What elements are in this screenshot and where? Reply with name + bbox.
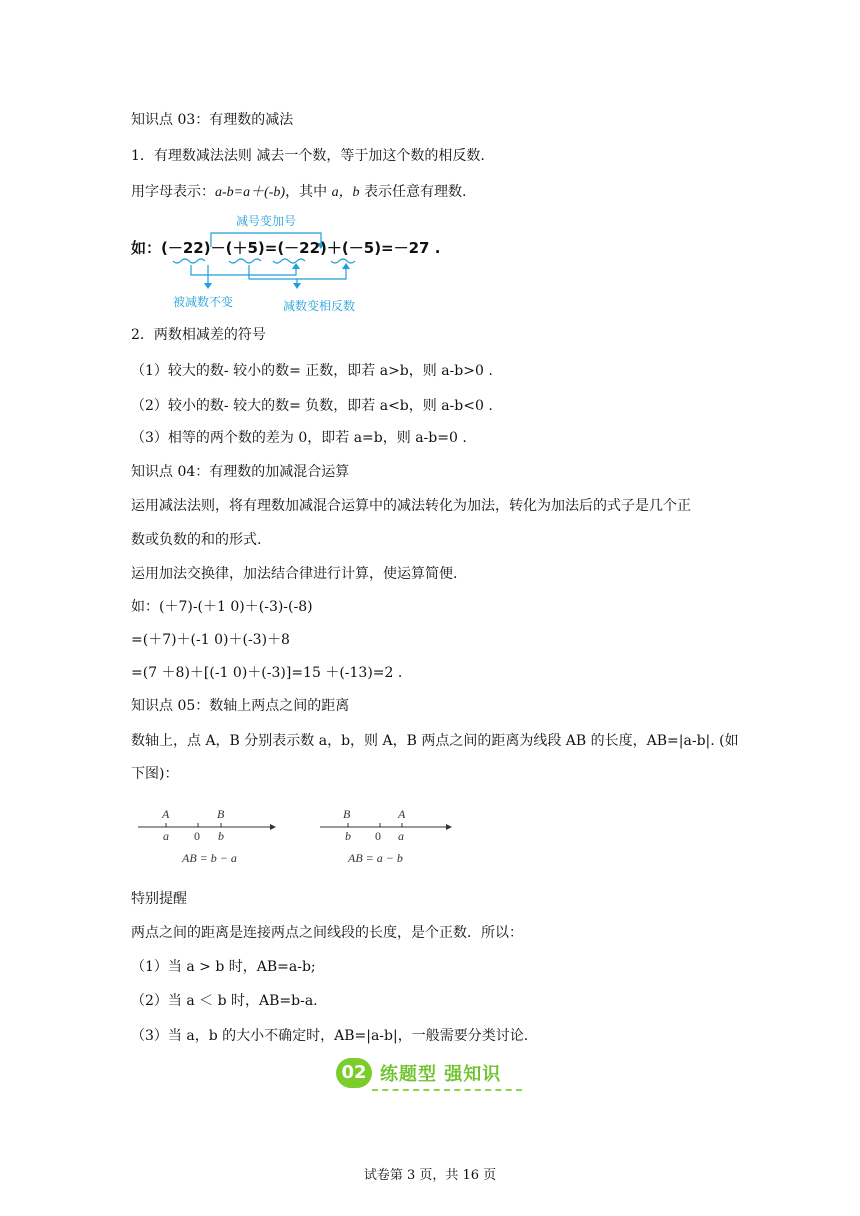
kp03-title: 知识点 03：有理数的减法 (131, 112, 294, 128)
letters-formula: a-b=a＋(-b) (215, 185, 286, 200)
remind-title: 特别提醒 (131, 891, 187, 907)
page-footer: 试卷第 3 页，共 16 页 (363, 1168, 497, 1183)
axis2-point-a-label: A (398, 807, 406, 821)
axis2-value-a: a (398, 829, 404, 843)
axis1-value-b: b (218, 829, 224, 843)
kp05-paragraph-1: 数轴上，点 A，B 分别表示数 a，b，则 A，B 两点之间的距离为线段 AB 的长度，AB=|a-b|. (如 (131, 733, 739, 749)
subtraction-example-diagram (131, 214, 441, 325)
letters-mid: ，其中 (285, 184, 332, 200)
number-line-1 (136, 805, 276, 869)
kp03-rule: 1．有理数减法法则 减去一个数，等于加这个数的相反数. (131, 148, 485, 164)
kp04-paragraph-1b: 数或负数的和的形式. (131, 532, 262, 548)
kp04-paragraph-1a: 运用减法法则，将有理数加减混合运算中的减法转化为加法，转化为加法后的式子是几个正 (131, 498, 691, 514)
remind-item-3: （3）当 a，b 的大小不确定时，AB=|a-b|，一般需要分类讨论. (131, 1028, 529, 1044)
number-line-2 (318, 805, 458, 869)
calc-line-1: 如：(＋7)-(＋1 0)＋(-3)-(-8) (131, 599, 313, 615)
sign-item-1: （1）较大的数- 较小的数= 正数，即若 a>b，则 a-b>0 . (131, 363, 493, 379)
sign-item-2: （2）较小的数- 较大的数= 负数，即若 a<b，则 a-b<0 . (131, 398, 493, 414)
kp04-title: 知识点 04：有理数的加减混合运算 (131, 464, 350, 480)
example-formula: (－22)－(＋5)=(－22)＋(－5)=－27 . (161, 239, 441, 257)
badge-underline (372, 1089, 522, 1091)
letters-vars: a，b (331, 185, 360, 200)
kp03-letters (131, 182, 466, 203)
top-annotation: 减号变加号 (236, 214, 297, 228)
sign-item-3: （3）相等的两个数的差为 0，即若 a=b，则 a-b=0 . (131, 430, 467, 446)
right-annotation: 减数变相反数 (283, 299, 356, 313)
left-annotation: 被减数不变 (173, 295, 234, 309)
axis2-value-b: b (345, 829, 351, 843)
sign-title: 2．两数相减差的符号 (131, 327, 266, 343)
letters-suffix: 表示任意有理数. (359, 184, 467, 200)
example-prefix: 如： (131, 239, 162, 257)
remind-item-1: （1）当 a > b 时，AB=a-b; (131, 959, 316, 975)
axis2-point-b-label: B (343, 807, 351, 821)
axis2-formula: AB = a − b (348, 851, 403, 865)
badge-number: 02 (336, 1058, 372, 1088)
badge-title: 练题型 强知识 (380, 1064, 502, 1085)
axis1-point-a-label: A (162, 807, 170, 821)
calc-line-3: =(7 ＋8)＋[(-1 0)＋(-3)]=15 ＋(-13)=2 . (131, 665, 403, 681)
axis1-zero: 0 (194, 829, 200, 843)
kp05-title: 知识点 05：数轴上两点之间的距离 (131, 698, 350, 714)
section-badge (336, 1058, 526, 1094)
remind-paragraph: 两点之间的距离是连接两点之间线段的长度，是个正数．所以： (131, 925, 523, 941)
axis1-formula: AB = b − a (182, 851, 237, 865)
axis2-zero: 0 (375, 829, 381, 843)
remind-item-2: （2）当 a ＜ b 时，AB=b-a. (131, 993, 318, 1009)
example-expression (131, 237, 440, 258)
axis1-point-b-label: B (217, 807, 225, 821)
letters-prefix: 用字母表示： (131, 184, 215, 200)
kp04-paragraph-2: 运用加法交换律，加法结合律进行计算，使运算简便. (131, 566, 458, 582)
axis1-value-a: a (163, 829, 169, 843)
kp05-paragraph-2: 下图)： (131, 766, 179, 782)
calc-line-2: =(＋7)＋(-1 0)＋(-3)＋8 (131, 632, 290, 648)
